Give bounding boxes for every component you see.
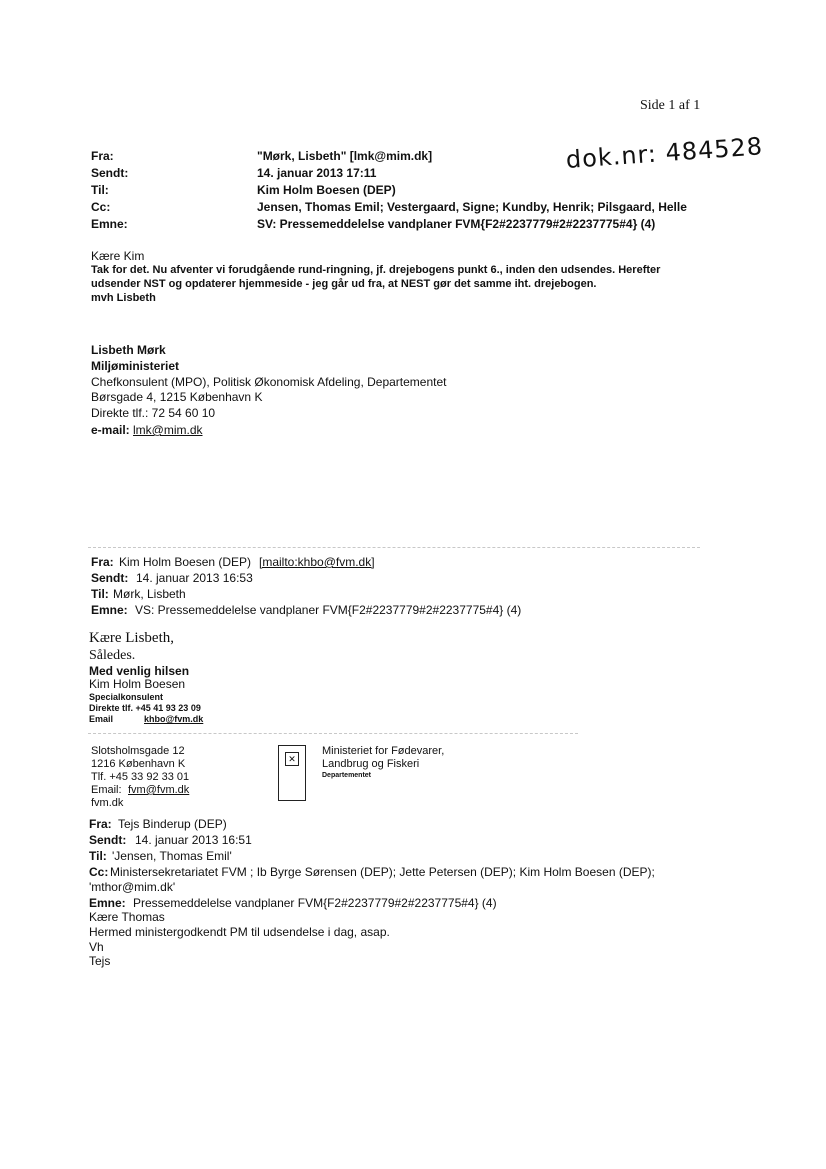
message2-regards: Med venlig hilsen (89, 664, 190, 678)
from-label: Fra: (91, 149, 114, 163)
message3-name: Tejs (89, 954, 111, 968)
message2-from-label: Fra: (91, 555, 114, 569)
message2-email-link[interactable]: khbo@fvm.dk (144, 714, 204, 724)
message2-to-value: Mørk, Lisbeth (113, 587, 186, 601)
message3-sent-label: Sendt: (89, 833, 127, 847)
signature-email-label: e-mail: (91, 423, 130, 437)
footer-email-link[interactable]: fvm@fvm.dk (128, 784, 190, 796)
message2-email-label: Email (89, 714, 114, 724)
message3-from-label: Fra: (89, 817, 112, 831)
message2-name: Kim Holm Boesen (89, 677, 186, 691)
footer-web: fvm.dk (91, 797, 124, 809)
message2-body: Således. (89, 648, 136, 663)
cc-value: Jensen, Thomas Emil; Vestergaard, Signe; Kundby, Henrik; Pilsgaard, Helle (257, 200, 687, 214)
signature-name: Lisbeth Mørk (91, 343, 166, 357)
message3-body: Hermed ministergodkendt PM til udsendelse i dag, asap. (89, 925, 390, 939)
signature-title: Chefkonsulent (MPO), Politisk Økonomisk Afdeling, Departementet (91, 375, 447, 389)
message2-phone: Direkte tlf. +45 41 93 23 09 (89, 703, 201, 713)
message2-from-link[interactable]: [mailto:khbo@fvm.dk] (259, 555, 375, 569)
subject-value: SV: Pressemeddelelse vandplaner FVM{F2#2237779#2#2237775#4} (4) (257, 217, 656, 231)
message3-greeting: Kære Thomas (89, 910, 165, 924)
message3-to-value: 'Jensen, Thomas Emil' (112, 849, 232, 863)
message3-subject-value: Pressemeddelelse vandplaner FVM{F2#2237779#2#2237775#4} (4) (133, 896, 497, 910)
message3-cc-value2: 'mthor@mim.dk' (89, 880, 176, 894)
sent-value: 14. januar 2013 17:11 (257, 166, 377, 180)
message1-closing: mvh Lisbeth (91, 292, 156, 304)
to-label: Til: (91, 183, 109, 197)
signature-org: Miljøministeriet (91, 359, 180, 373)
signature-email-link[interactable]: lmk@mim.dk (133, 423, 203, 437)
footer-address1: Slotsholmsgade 12 (91, 745, 185, 757)
ministry-line2: Landbrug og Fiskeri (322, 758, 420, 770)
message3-from-value: Tejs Binderup (DEP) (118, 817, 227, 831)
message1-line2: udsender NST og opdaterer hjemmeside - jeg går ud fra, at NEST gør det samme iht. drejebogen. (91, 278, 597, 290)
divider (88, 547, 700, 548)
from-value: "Mørk, Lisbeth" [lmk@mim.dk] (257, 149, 433, 163)
message3-cc-value: Ministersekretariatet FVM ; Ib Byrge Sørensen (DEP); Jette Petersen (DEP); Kim Holm Boesen (DEP); (110, 865, 655, 879)
message3-sent-value: 14. januar 2013 16:51 (135, 833, 252, 847)
message2-greeting: Kære Lisbeth, (89, 630, 174, 646)
footer-address2: 1216 København K (91, 758, 186, 770)
ministry-line3: Departementet (322, 772, 372, 779)
message1-line1: Tak for det. Nu afventer vi forudgående rund-ringning, jf. drejebogens punkt 6., inden den udsendes. Herefter (91, 264, 661, 276)
divider (88, 733, 578, 734)
message3-cc-label: Cc: (89, 865, 109, 879)
footer-email-label: Email: (91, 784, 122, 796)
page-number: Side 1 af 1 (640, 98, 701, 113)
message2-sent-label: Sendt: (91, 571, 129, 585)
message1-greeting: Kære Kim (91, 249, 145, 263)
broken-image-icon: ✕ (285, 752, 299, 766)
message3-subject-label: Emne: (89, 896, 126, 910)
ministry-line1: Ministeriet for Fødevarer, (322, 745, 445, 757)
signature-phone: Direkte tlf.: 72 54 60 10 (91, 406, 216, 420)
document-number-stamp: dok.nr: 484528 (565, 132, 764, 174)
message3-closing: Vh (89, 940, 104, 954)
message2-from-value: Kim Holm Boesen (DEP) (119, 555, 252, 569)
message2-to-label: Til: (91, 587, 109, 601)
signature-address: Børsgade 4, 1215 København K (91, 390, 263, 404)
message2-subject-value: VS: Pressemeddelelse vandplaner FVM{F2#2237779#2#2237775#4} (4) (135, 603, 522, 617)
message3-to-label: Til: (89, 849, 107, 863)
to-value: Kim Holm Boesen (DEP) (257, 183, 396, 197)
footer-phone: Tlf. +45 33 92 33 01 (91, 771, 190, 783)
cc-label: Cc: (91, 200, 111, 214)
message2-sent-value: 14. januar 2013 16:53 (136, 571, 253, 585)
sent-label: Sendt: (91, 166, 129, 180)
message2-title: Specialkonsulent (89, 692, 164, 702)
subject-label: Emne: (91, 217, 128, 231)
message2-subject-label: Emne: (91, 603, 128, 617)
broken-image-placeholder (278, 745, 306, 801)
